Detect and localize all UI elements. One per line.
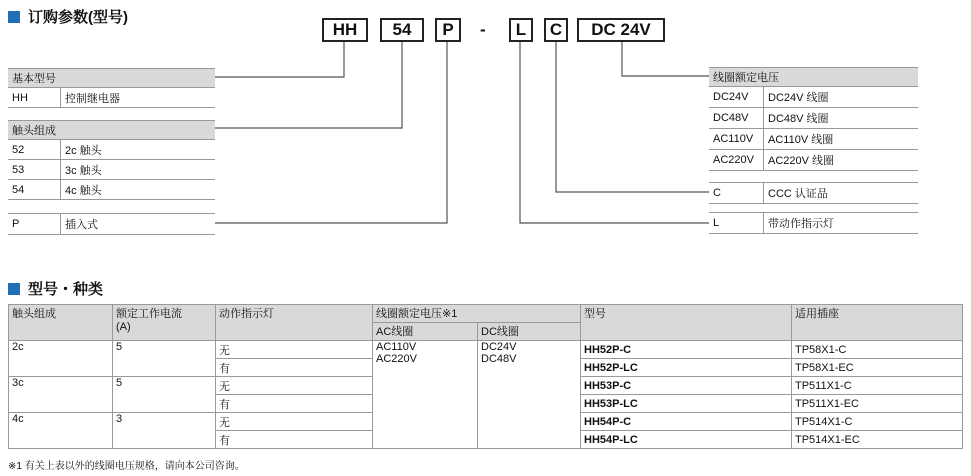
table-header-row [9, 305, 963, 323]
panel-row: AC110V AC110V 线圈 [709, 129, 918, 150]
cell-indicator: 无 [216, 413, 373, 431]
cell-socket: TP511X1-C [792, 377, 963, 395]
cell-model: HH52P-C [581, 341, 792, 359]
cell-socket: TP58X1-EC [792, 359, 963, 377]
line-contact [215, 42, 402, 128]
panel-row: DC48V DC48V 线圈 [709, 108, 918, 129]
cell-contact: 4c [9, 413, 113, 449]
cell-model: HH54P-C [581, 413, 792, 431]
th-coil-ac: AC线圈 [373, 323, 478, 341]
panel-header: 线圈额定电压 [709, 67, 918, 87]
cell-indicator: 有 [216, 395, 373, 413]
line-voltage [622, 42, 709, 76]
coil-voltage-panel [709, 67, 918, 171]
contact-panel [8, 120, 215, 202]
cell-contact: 2c [9, 341, 113, 377]
code-box-voltage: DC 24V [577, 18, 665, 42]
mount-panel [8, 213, 215, 235]
panel-row: HH 控制继电器 [8, 88, 215, 108]
cell-indicator: 无 [216, 341, 373, 359]
th-contact: 触头组成 [9, 305, 113, 341]
panel-row: AC220V AC220V 线圈 [709, 150, 918, 171]
ccc-panel [709, 182, 918, 204]
panel-row: 53 3c 触头 [8, 160, 215, 180]
th-coil-dc: DC线圈 [478, 323, 581, 341]
line-mount [215, 42, 447, 223]
cell-current: 5 [113, 341, 216, 377]
cell-indicator: 无 [216, 377, 373, 395]
th-current: 额定工作电流 (A) [113, 305, 216, 341]
cell-dc-voltages: DC24V DC48V [478, 341, 581, 449]
cell-current: 3 [113, 413, 216, 449]
th-socket: 适用插座 [792, 305, 963, 341]
code-box-indicator: L [509, 18, 533, 42]
panel-row: L 带动作指示灯 [709, 212, 918, 234]
panel-row: 52 2c 触头 [8, 140, 215, 160]
ordering-title-text: 订购参数(型号) [28, 9, 128, 26]
code-box-series: HH [322, 18, 368, 42]
panel-header: 基本型号 [8, 68, 215, 88]
th-coil: 线圈额定电压※1 [373, 305, 581, 323]
code-box-contact: 54 [380, 18, 424, 42]
cell-indicator: 有 [216, 359, 373, 377]
panel-header: 触头组成 [8, 120, 215, 140]
cell-indicator: 有 [216, 431, 373, 449]
line-series [215, 42, 344, 77]
code-box-ccc: C [544, 18, 568, 42]
models-title-text: 型号・种类 [28, 281, 104, 298]
code-dash: - [480, 20, 486, 39]
line-ccc [556, 42, 709, 192]
cell-model: HH53P-C [581, 377, 792, 395]
cell-socket: TP511X1-EC [792, 395, 963, 413]
indicator-panel [709, 212, 918, 234]
panel-row: P 插入式 [8, 213, 215, 235]
panel-row: 54 4c 触头 [8, 180, 215, 200]
cell-model: HH54P-LC [581, 431, 792, 449]
models-section-title [8, 278, 103, 299]
cell-socket: TP514X1-EC [792, 431, 963, 449]
blue-square-icon [8, 283, 20, 295]
basic-model-panel [8, 68, 215, 110]
cell-contact: 3c [9, 377, 113, 413]
cell-ac-voltages: AC110V AC220V [373, 341, 478, 449]
panel-row: DC24V DC24V 线圈 [709, 87, 918, 108]
panel-row: C CCC 认证品 [709, 182, 918, 204]
model-spec-table [8, 304, 963, 449]
cell-socket: TP58X1-C [792, 341, 963, 359]
line-indicator [520, 42, 709, 223]
cell-socket: TP514X1-C [792, 413, 963, 431]
cell-current: 5 [113, 377, 216, 413]
code-box-mount: P [435, 18, 461, 42]
table-row [9, 341, 963, 359]
footnote: ※1 有关上表以外的线圈电压规格，请向本公司咨询。 [8, 461, 245, 472]
cell-model: HH52P-LC [581, 359, 792, 377]
cell-model: HH53P-LC [581, 395, 792, 413]
th-indicator: 动作指示灯 [216, 305, 373, 341]
th-model: 型号 [581, 305, 792, 341]
